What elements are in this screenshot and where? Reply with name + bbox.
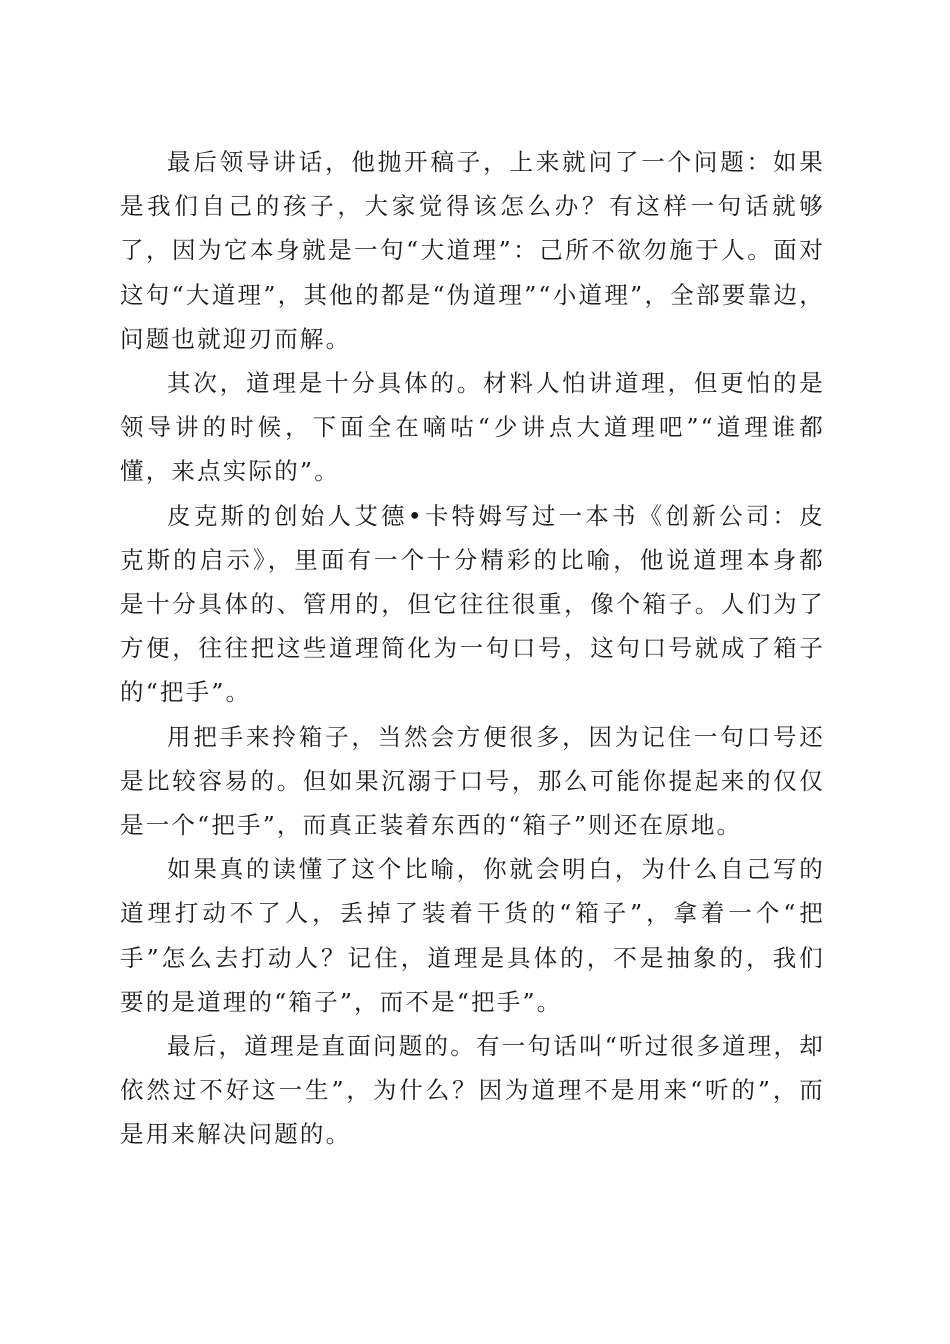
paragraph-1: 最后领导讲话，他抛开稿子，上来就问了一个问题：如果是我们自己的孩子，大家觉得该怎么办？有这样一句话就够了，因为它本身就是一句“大道理”：己所不欲勿施于人。面对这句“大道理”，其他的都是“伪道理”“小道理”，全部要靠边，问题也就迎刃而解。 xyxy=(120,148,825,353)
paragraph-5: 如果真的读懂了这个比喻，你就会明白，为什么自己写的道理打动不了人，丢掉了装着干货的“箱子”，拿着一个“把手”怎么去打动人？记住，道理是具体的，不是抽象的，我们要的是道理的“箱子”，而不是“把手”。 xyxy=(120,855,825,1016)
paragraph-6: 最后，道理是直面问题的。有一句话叫“听过很多道理，却依然过不好这一生”，为什么？因为道理不是用来“听的”，而是用来解决问题的。 xyxy=(120,1032,825,1149)
document-body xyxy=(120,140,825,1157)
paragraph-2: 其次，道理是十分具体的。材料人怕讲道理，但更怕的是领导讲的时候，下面全在嘀咕“少讲点大道理吧”“道理谁都懂，来点实际的”。 xyxy=(120,369,825,486)
paragraph-4: 用把手来拎箱子，当然会方便很多，因为记住一句口号还是比较容易的。但如果沉溺于口号，那么可能你提起来的仅仅是一个“把手”，而真正装着东西的“箱子”则还在原地。 xyxy=(120,722,825,840)
paragraph-3: 皮克斯的创始人艾德•卡特姆写过一本书《创新公司：皮克斯的启示》，里面有一个十分精彩的比喻，他说道理本身都是十分具体的、管用的，但它往往很重，像个箱子。人们为了方便，往往把这些道理简化为一句口号，这句口号就成了箱子的“把手”。 xyxy=(120,501,825,707)
